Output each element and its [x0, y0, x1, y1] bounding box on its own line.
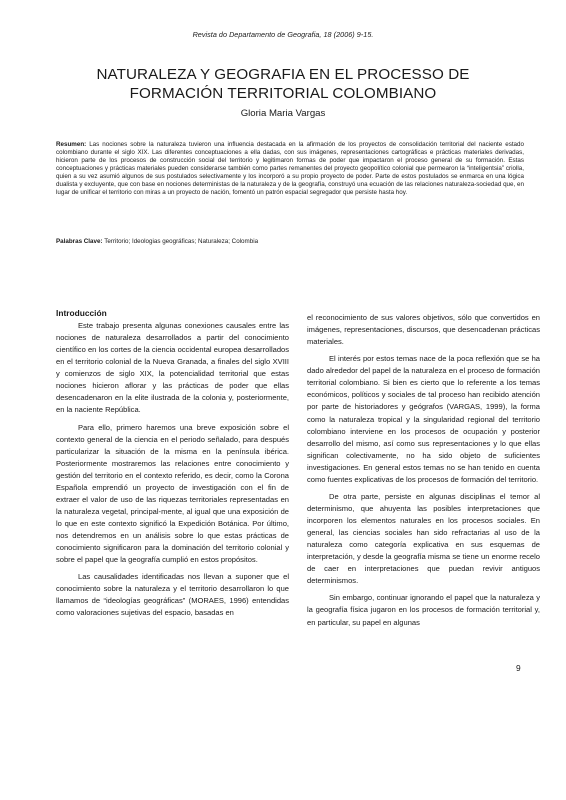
keywords-label: Palabras Clave: [56, 238, 103, 245]
author-name: Gloria Maria Vargas [240, 108, 326, 119]
keywords-text: Territorio; Ideologias geográficas; Naturaleza; Colombia [104, 238, 259, 245]
abstract-text: Las nociones sobre la naturaleza tuvieron una influencia destacada en la afirmación de los proyectos de consolidación territorial del naciente estado colombiano durante el siglo XIX. Las diferentes conceptuaciones a ella dadas, con sus imágenes, representaciones cartográficas e prácticas materiales derivadas, hicieron parte de los procesos de construcción social del territorio y legitimaron formas de poder que impactaron el proceso general de su formación. Estas conceptuaciones y prácticas materiales pueden considerarse también como partes remanentes del proyecto geopolítico colonial que permearon la “inteligentsia” criolla, quien a su vez asumió algunos de sus postulados selectivamente y los incorporó a su propio proyecto de poder. Parte de estos postulados se enmarca en una lógica dualista y excluyente, que con base en nociones deterministas de la naturaleza y de la geografía, construyó una ecuación de las relaciones naturaleza-sociedad que, en lugar de unificar el territorio con miras a un proyecto de nación, fomentó un patrón espacial segregador que persiste hasta hoy. [56, 141, 524, 196]
right-column [307, 312, 540, 629]
journal-citation: Revista do Departamento de Geografia, 18 (2006) 9-15. [192, 30, 374, 39]
article-title [40, 65, 526, 103]
paragraph: El interés por estos temas nace de la poca reflexión que se ha dado alrededor del papel de la naturaleza en el proceso de formación territorial colombiano. Si bien es cierto que lo referente a los temas económicos, políticos y sociales de tal proceso han recibido atención por parte de historiadores y geógrafos (VARGAS, 1999), la forma como la naturaleza tropical y la singularidad regional del territorio colombiano interviene en los procesos de ocupación y posterior desarrollo del mismo, así como sus representaciones y lo que ellas significan colectivamente, no ha sido objeto de suficientes investigaciones. En general estos temas no se han tenido en cuenta como fuentes explicativas de los procesos de formación del territorio. [307, 354, 540, 484]
abstract [56, 141, 524, 197]
page-number: 9 [516, 663, 521, 673]
paragraph: Las causalidades identificadas nos llevan a suponer que el conocimiento sobre la naturaleza y el territorio desarrollaron lo que llamamos de “ideologías geográficas” (MORAES, 1996) entendidas como valoraciones sujetivas del espacio, basadas en [56, 572, 289, 618]
paragraph: Sin embargo, continuar ignorando el papel que la naturaleza y la geografía física jugaron en los procesos de formación territorial y, en particular, su papel en algunas [307, 593, 540, 627]
keywords [56, 238, 524, 246]
abstract-label: Resumen: [56, 141, 87, 148]
paragraph: De otra parte, persiste en algunas disciplinas el temor al determinismo, que ahuyenta las posibles interpretaciones que incorporen los elementos naturales en los procesos sociales. En general, las ciencias sociales han sido refractarias al uso de la naturaleza como categoría explicativa en sus esquemas de interpretación, y desde la geografía misma se tiene un enorme recelo de caer en interpretaciones que puedan revivir antiguos determinismos. [307, 491, 540, 586]
paragraph: Este trabajo presenta algunas conexiones causales entre las nociones de naturaleza desarrollados a partir del conocimiento científico en los cortes de la ciencia occidental europea desarrollados en el territorio colonial de la Nueva Granada, a finales del siglo XVIII y comienzos de siglo XIX, la potencialidad territorial que estas nociones hicieron aflorar y las prácticas de poder que ellas desencadenaron en la elite ilustrada de la colonia y, posteriormente, en la naciente República. [56, 321, 289, 415]
paragraph: Para ello, primero haremos una breve exposición sobre el contexto general de la ciencia en el periodo señalado, para después particularizar la situación de la misma en la península ibérica. Posteriormente mostraremos las relaciones entre conocimiento y gestión del territorio en el contexto referido, es decir, como la Corona Española emprendió un proyecto de investigación con el fin de extraer el valor de uso de las riquezas territoriales representadas en la naturaleza vegetal, principal-mente, al igual que una exposición de lo que en este contexto significó la Expedición Botánica. Por último, nos detendremos en un análisis sobre lo que estas prácticas de conocimiento significaron para la dominación del territorio colonial y sobre el papel que la geografía cumplió en estos propósitos. [56, 422, 289, 565]
paragraph: el reconocimiento de sus valores objetivos, sólo que convertidos en imágenes, representaciones, discursos, que desencadenan prácticas materiales. [307, 313, 540, 347]
title-line-1: NATURALEZA Y GEOGRAFIA EN EL PROCESSO DE [96, 66, 470, 83]
section-heading: Introducción [56, 308, 107, 318]
title-line-2: FORMACIÓN TERRITORIAL COLOMBIANO [129, 85, 437, 102]
left-column [56, 307, 289, 620]
